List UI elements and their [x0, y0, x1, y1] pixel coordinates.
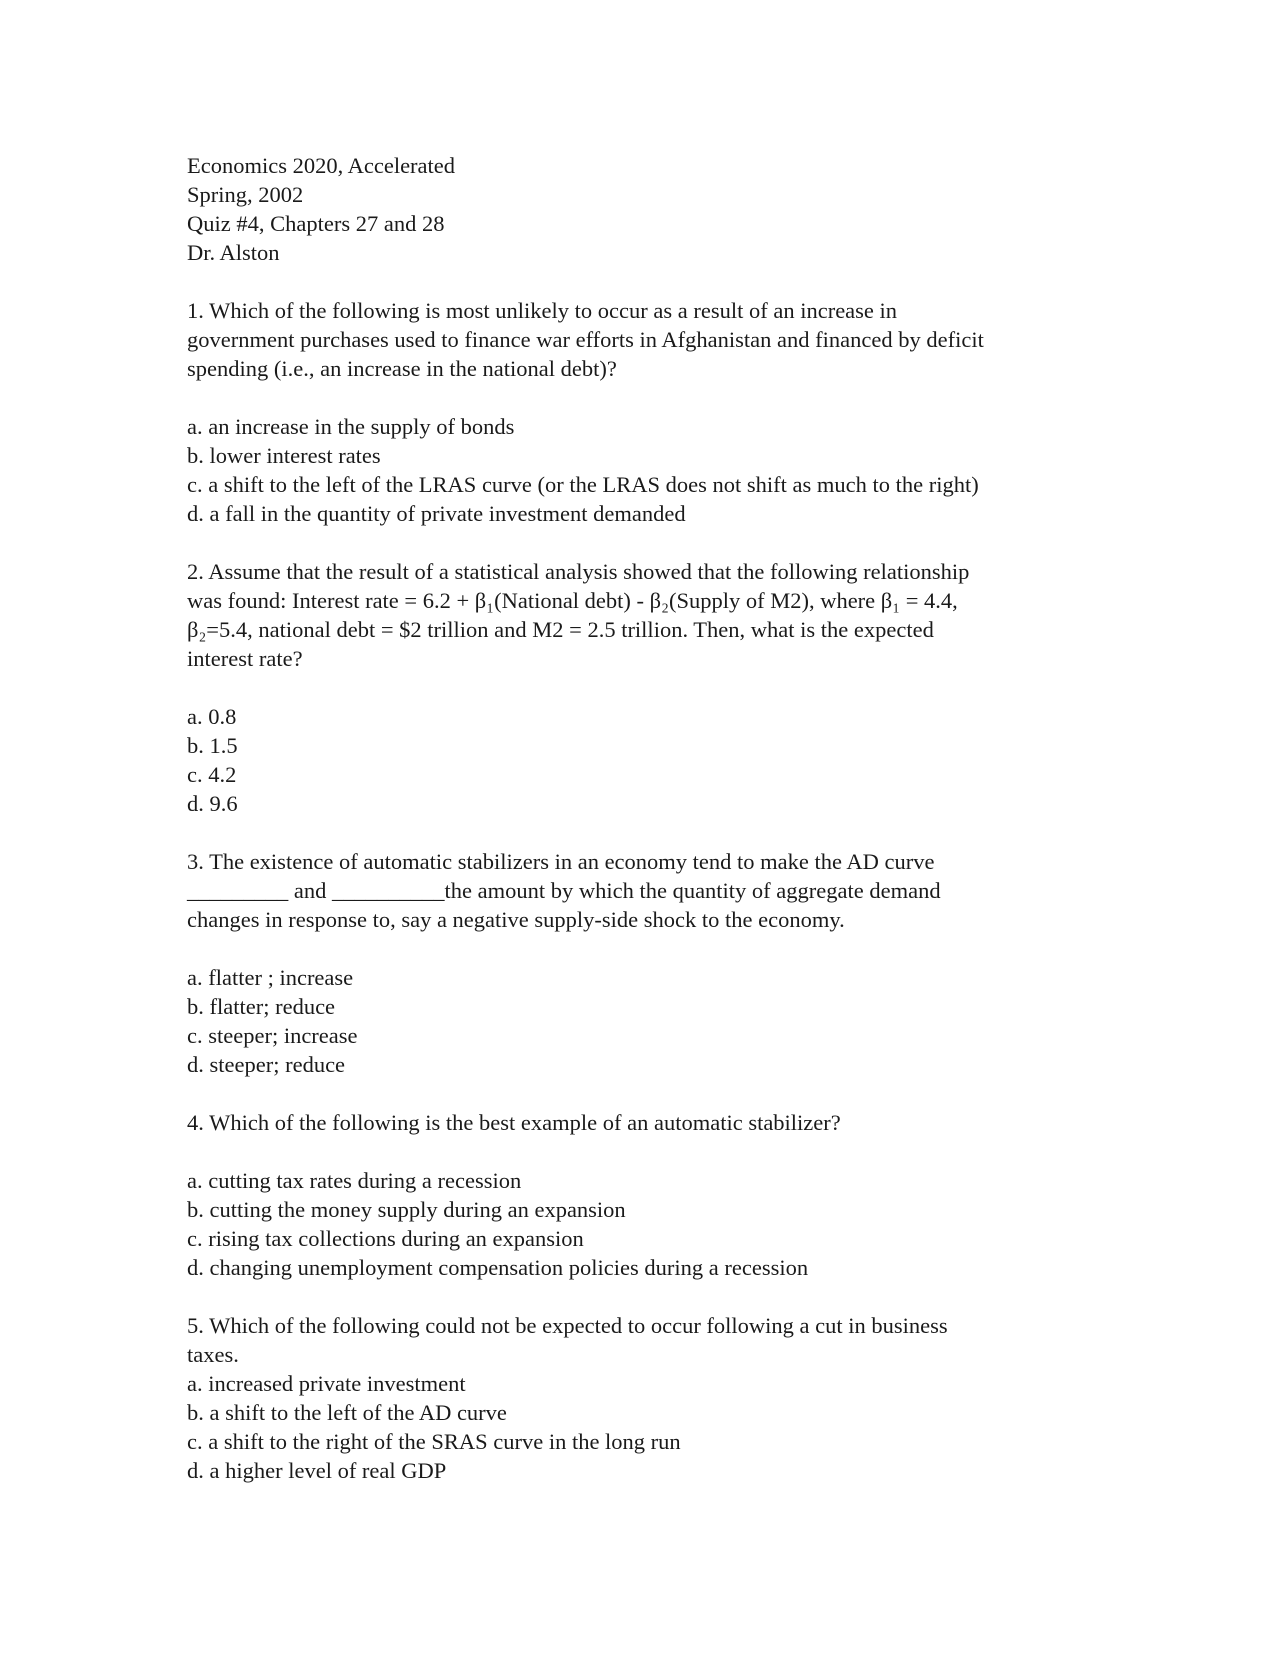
- question-line: spending (i.e., an increase in the national debt)?: [187, 356, 617, 381]
- answer-option-c: c. steeper; increase: [187, 1023, 358, 1048]
- question-text: [187, 296, 1087, 383]
- answer-option-b: b. 1.5: [187, 733, 238, 758]
- answer-option-b: b. lower interest rates: [187, 443, 381, 468]
- answer-option-a: a. increased private investment: [187, 1371, 466, 1396]
- question-line: 4. Which of the following is the best example of an automatic stabilizer?: [187, 1110, 841, 1135]
- question-line: 1. Which of the following is most unlikely to occur as a result of an increase in: [187, 298, 898, 323]
- answer-option-b: b. flatter; reduce: [187, 994, 336, 1019]
- answer-option-d: d. a fall in the quantity of private investment demanded: [187, 501, 686, 526]
- question-3: [187, 847, 1087, 1079]
- quiz-title: Quiz #4, Chapters 27 and 28: [187, 211, 445, 236]
- document-header: [187, 151, 1087, 267]
- answer-option-a: a. flatter ; increase: [187, 965, 354, 990]
- question-line: 3. The existence of automatic stabilizers in an economy tend to make the AD curve: [187, 849, 935, 874]
- question-text: [187, 557, 1087, 673]
- document-page: [187, 151, 1087, 1485]
- answer-option-c: c. rising tax collections during an expansion: [187, 1226, 584, 1251]
- answer-options: [187, 1369, 1087, 1485]
- question-line: taxes.: [187, 1342, 239, 1367]
- answer-option-c: c. 4.2: [187, 762, 237, 787]
- question-line: was found: Interest rate = 6.2 + β₁(National debt) - β₂(Supply of M2), where β₁ = 4.4,: [187, 588, 958, 613]
- question-2: [187, 557, 1087, 818]
- question-text: [187, 847, 1087, 934]
- answer-options: [187, 702, 1087, 818]
- question-4: [187, 1108, 1087, 1282]
- question-line: 2. Assume that the result of a statistical analysis showed that the following relationship: [187, 559, 970, 584]
- answer-option-b: b. a shift to the left of the AD curve: [187, 1400, 507, 1425]
- answer-options: [187, 963, 1087, 1079]
- course-title: Economics 2020, Accelerated: [187, 153, 456, 178]
- question-line: interest rate?: [187, 646, 303, 671]
- term: Spring, 2002: [187, 182, 304, 207]
- answer-option-d: d. a higher level of real GDP: [187, 1458, 447, 1483]
- answer-option-d: d. changing unemployment compensation policies during a recession: [187, 1255, 809, 1280]
- question-line: government purchases used to finance war efforts in Afghanistan and financed by deficit: [187, 327, 984, 352]
- answer-option-a: a. an increase in the supply of bonds: [187, 414, 515, 439]
- question-line: _________ and __________the amount by which the quantity of aggregate demand: [187, 878, 941, 903]
- question-line: 5. Which of the following could not be expected to occur following a cut in business: [187, 1313, 948, 1338]
- answer-options: [187, 1166, 1087, 1282]
- answer-option-b: b. cutting the money supply during an expansion: [187, 1197, 626, 1222]
- question-line: β₂=5.4, national debt = $2 trillion and M2 = 2.5 trillion. Then, what is the expected: [187, 617, 934, 642]
- answer-option-c: c. a shift to the left of the LRAS curve (or the LRAS does not shift as much to the right): [187, 472, 979, 497]
- answer-options: [187, 412, 1087, 528]
- answer-option-c: c. a shift to the right of the SRAS curve in the long run: [187, 1429, 681, 1454]
- question-text: [187, 1108, 1087, 1137]
- answer-option-d: d. steeper; reduce: [187, 1052, 346, 1077]
- question-5: [187, 1311, 1087, 1485]
- question-text: [187, 1311, 1087, 1369]
- answer-option-a: a. 0.8: [187, 704, 237, 729]
- answer-option-d: d. 9.6: [187, 791, 238, 816]
- question-line: changes in response to, say a negative supply-side shock to the economy.: [187, 907, 845, 932]
- question-1: [187, 296, 1087, 528]
- answer-option-a: a. cutting tax rates during a recession: [187, 1168, 522, 1193]
- instructor: Dr. Alston: [187, 240, 280, 265]
